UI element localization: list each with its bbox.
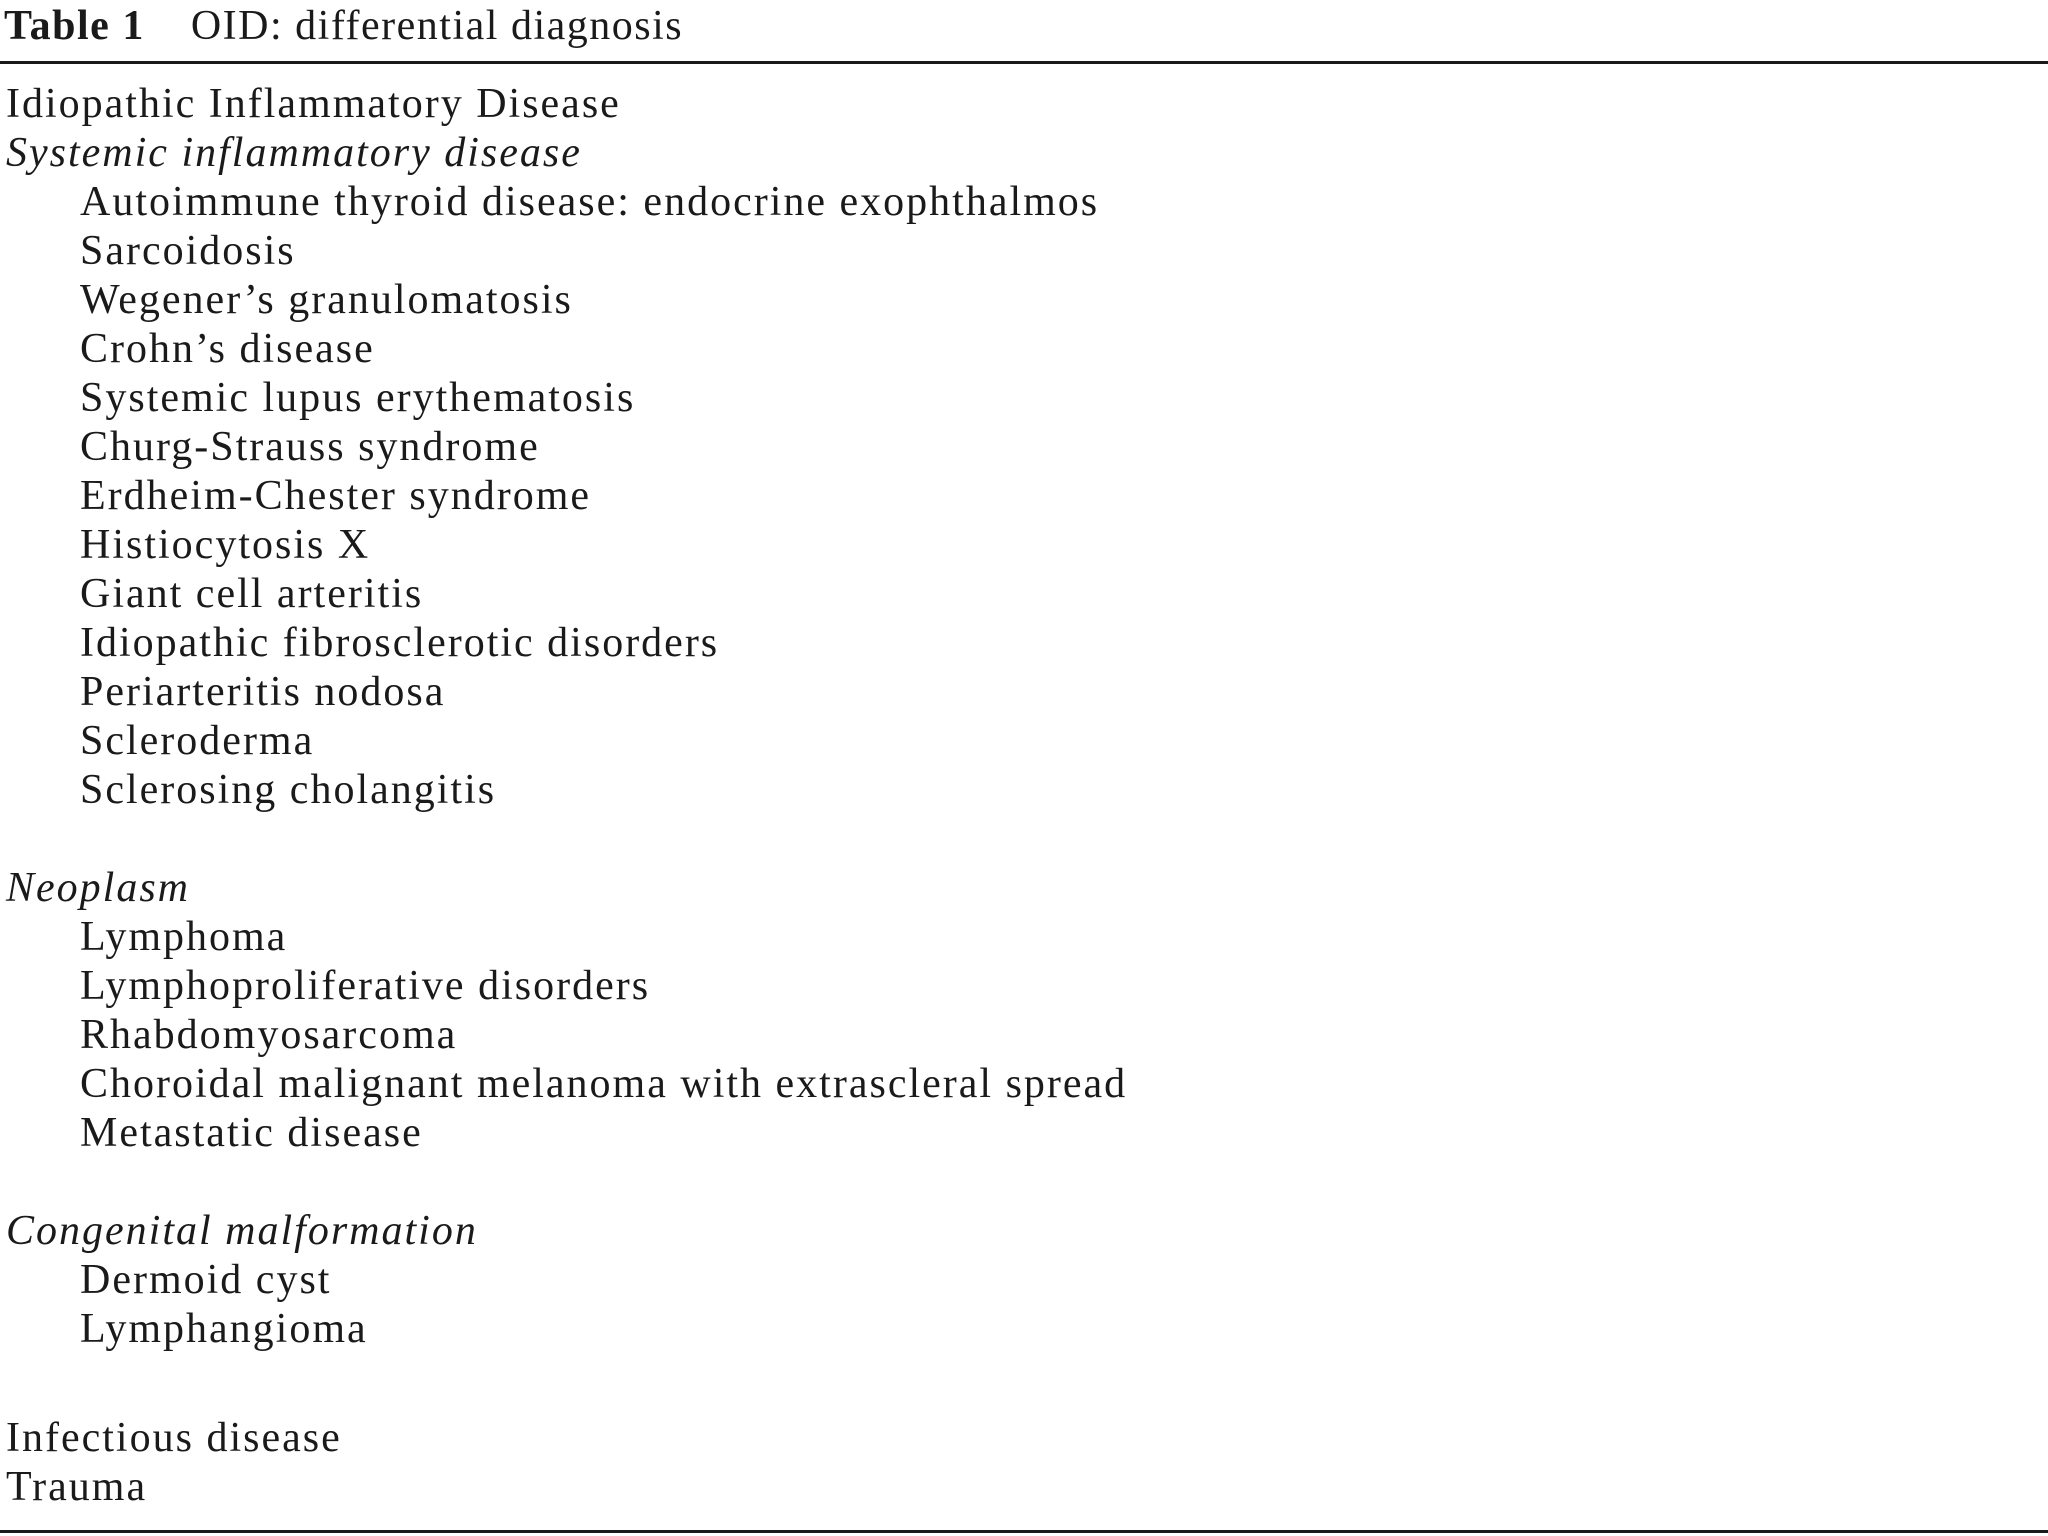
table-caption — [4, 2, 683, 50]
list-item: Dermoid cyst — [80, 1257, 332, 1303]
list-item: Lymphangioma — [80, 1306, 368, 1352]
top-rule — [0, 61, 2048, 64]
list-item: Sclerosing cholangitis — [80, 767, 497, 813]
heading-systemic: Systemic inflammatory disease — [6, 130, 582, 176]
list-item: Giant cell arteritis — [80, 571, 424, 617]
table-label: Table 1 — [4, 3, 145, 49]
list-item: Wegener’s granulomatosis — [80, 277, 573, 323]
list-item: Systemic lupus erythematosis — [80, 375, 636, 421]
group-trauma: Trauma — [6, 1464, 148, 1510]
heading-neoplasm: Neoplasm — [6, 865, 190, 911]
heading-congenital: Congenital malformation — [6, 1208, 478, 1254]
list-item: Histiocytosis X — [80, 522, 371, 568]
list-item: Lymphoma — [80, 914, 288, 960]
list-item: Churg-Strauss syndrome — [80, 424, 540, 470]
list-item: Autoimmune thyroid disease: endocrine exophthalmos — [80, 179, 1100, 225]
list-item: Scleroderma — [80, 718, 315, 764]
list-item: Lymphoproliferative disorders — [80, 963, 651, 1009]
table-title: OID: differential diagnosis — [190, 3, 684, 49]
group-infectious: Infectious disease — [6, 1415, 342, 1461]
list-item: Erdheim-Chester syndrome — [80, 473, 592, 519]
list-item: Idiopathic fibrosclerotic disorders — [80, 620, 720, 666]
list-item: Periarteritis nodosa — [80, 669, 446, 715]
list-item: Metastatic disease — [80, 1110, 423, 1156]
bottom-rule — [0, 1530, 2048, 1533]
list-item: Rhabdomyosarcoma — [80, 1012, 458, 1058]
list-item: Crohn’s disease — [80, 326, 375, 372]
list-item: Sarcoidosis — [80, 228, 296, 274]
list-item: Choroidal malignant melanoma with extrascleral spread — [80, 1061, 1128, 1107]
group-idiopathic: Idiopathic Inflammatory Disease — [6, 81, 621, 127]
